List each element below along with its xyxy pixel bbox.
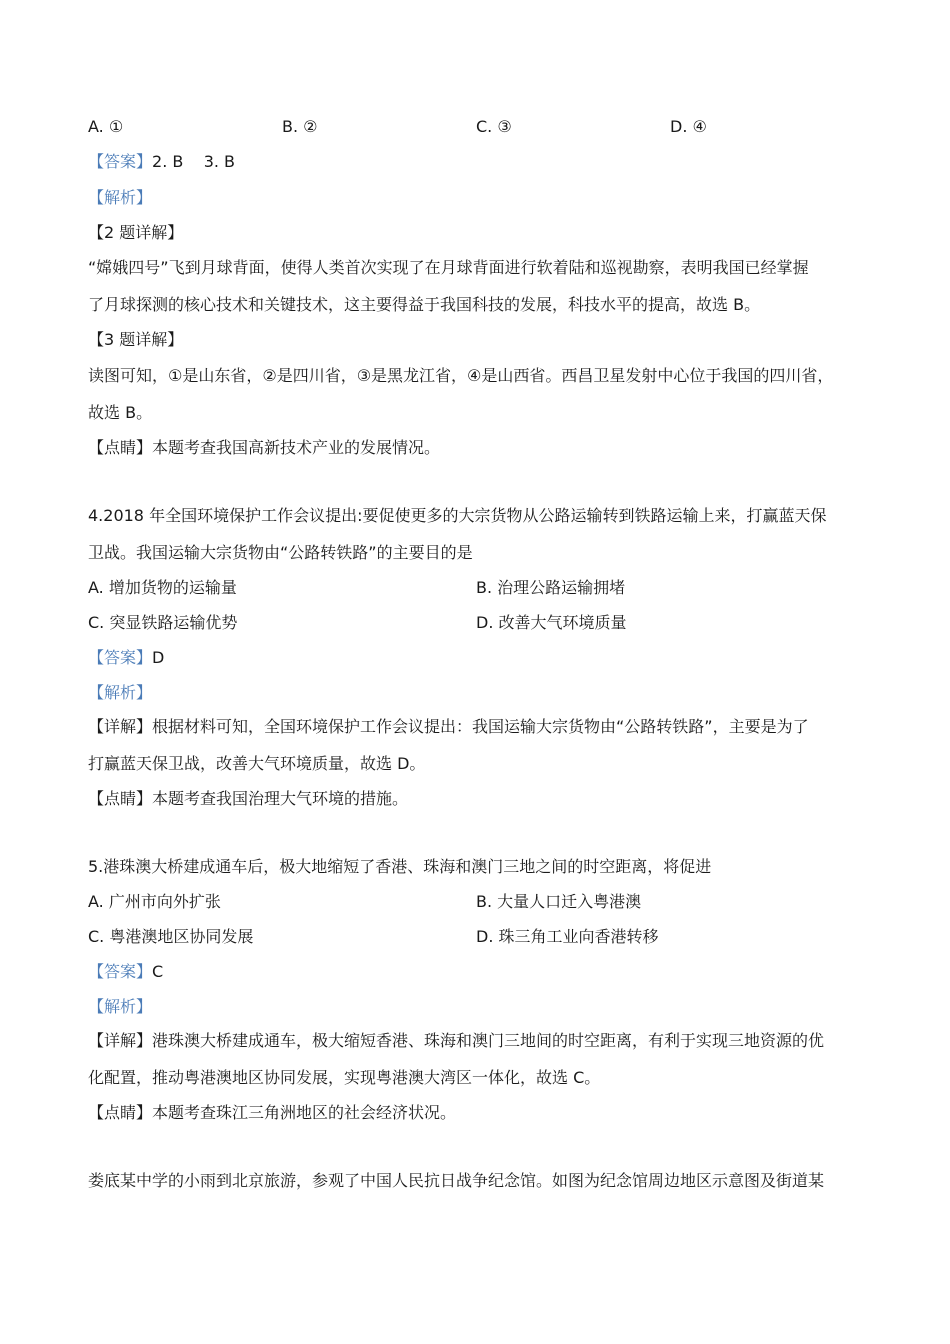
q3-text-1: 读图可知，①是山东省，②是四川省，③是黑龙江省，④是山西省。西昌卫星发射中心位于我国的四川省， bbox=[88, 366, 834, 385]
note-1: 【点睛】本题考查我国高新技术产业的发展情况。 bbox=[88, 438, 441, 457]
q4-stem-2: 卫战。我国运输大宗货物由“公路转铁路”的主要目的是 bbox=[88, 543, 473, 562]
q5-option-c: C. 粤港澳地区协同发展 bbox=[88, 927, 254, 946]
q4-option-b: B. 治理公路运输拥堵 bbox=[476, 578, 626, 597]
q3-text-2: 故选 B。 bbox=[88, 403, 153, 422]
q5-stem: 5.港珠澳大桥建成通车后，极大地缩短了香港、珠海和澳门三地之间的时空距离，将促进 bbox=[88, 857, 712, 876]
option-d: D. ④ bbox=[670, 117, 707, 136]
answer-text: 2. B 3. B bbox=[152, 152, 236, 171]
q5-detail-1: 【详解】港珠澳大桥建成通车，极大缩短香港、珠海和澳门三地间的时空距离，有利于实现三地资源的优 bbox=[88, 1031, 825, 1050]
q4-answer-line bbox=[88, 648, 164, 668]
q5-option-d: D. 珠三角工业向香港转移 bbox=[476, 927, 659, 946]
q2-text-2: 了月球探测的核心技术和关键技术，这主要得益于我国科技的发展，科技水平的提高，故选 B。 bbox=[88, 295, 761, 314]
q4-option-c: C. 突显铁路运输优势 bbox=[88, 613, 238, 632]
option-c: C. ③ bbox=[476, 117, 512, 136]
q5-note: 【点睛】本题考查珠江三角洲地区的社会经济状况。 bbox=[88, 1103, 457, 1122]
option-a: A. ① bbox=[88, 117, 124, 136]
q4-analysis-tag: 【解析】 bbox=[88, 683, 153, 702]
q5-option-b: B. 大量人口迁入粤港澳 bbox=[476, 892, 642, 911]
q4-answer: D bbox=[152, 648, 165, 667]
answer-tag: 【答案】 bbox=[88, 152, 153, 171]
q5-option-a: A. 广州市向外扩张 bbox=[88, 892, 221, 911]
q4-stem-1: 4.2018 年全国环境保护工作会议提出:要促使更多的大宗货物从公路运输转到铁路运输上来，打赢蓝天保 bbox=[88, 506, 827, 525]
option-b: B. ② bbox=[282, 117, 318, 136]
q2-text-1: “嫦娥四号”飞到月球背面，使得人类首次实现了在月球背面进行软着陆和巡视勘察，表明我国已经掌握 bbox=[88, 258, 809, 277]
q4-detail-1: 【详解】根据材料可知，全国环境保护工作会议提出：我国运输大宗货物由“公路转铁路”，主要是为了 bbox=[88, 717, 809, 736]
q5-answer-line bbox=[88, 962, 163, 982]
answer-line bbox=[88, 152, 235, 172]
q4-note: 【点睛】本题考查我国治理大气环境的措施。 bbox=[88, 789, 409, 808]
q5-detail-2: 化配置，推动粤港澳地区协同发展，实现粤港澳大湾区一体化，故选 C。 bbox=[88, 1068, 601, 1087]
q4-detail-2: 打赢蓝天保卫战，改善大气环境质量，故选 D。 bbox=[88, 754, 426, 773]
analysis-tag: 【解析】 bbox=[88, 188, 153, 207]
q5-analysis-tag: 【解析】 bbox=[88, 997, 153, 1016]
q4-answer-tag: 【答案】 bbox=[88, 648, 153, 667]
q2-heading: 【2 题详解】 bbox=[88, 223, 184, 242]
q4-option-a: A. 增加货物的运输量 bbox=[88, 578, 237, 597]
q3-heading: 【3 题详解】 bbox=[88, 330, 184, 349]
q4-option-d: D. 改善大气环境质量 bbox=[476, 613, 627, 632]
intro-paragraph: 娄底某中学的小雨到北京旅游，参观了中国人民抗日战争纪念馆。如图为纪念馆周边地区示意图及街道某 bbox=[88, 1171, 825, 1190]
q5-answer: C bbox=[152, 962, 164, 981]
q5-answer-tag: 【答案】 bbox=[88, 962, 153, 981]
